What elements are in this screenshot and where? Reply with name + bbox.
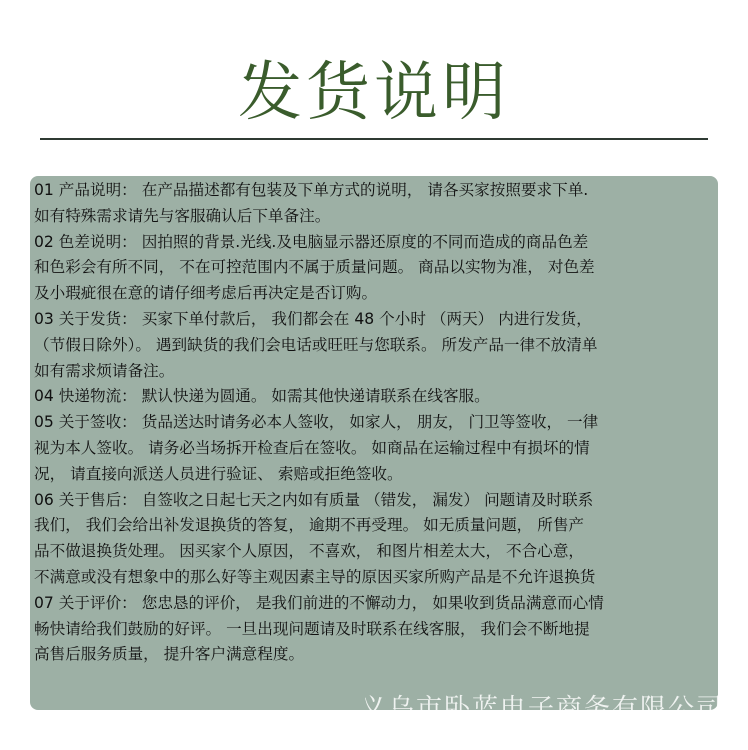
notice-line: 04 快递物流： 默认快递为圆通。 如需其他快递请联系在线客服。 [34,387,490,406]
notice-line: 07 关于评价： 您忠恳的评价， 是我们前进的不懈动力， 如果收到货品满意而心情 [34,593,604,612]
notice-line: 不满意或没有想象中的那么好等主观因素主导的原因买家所购产品是不允许退换货 [34,567,596,586]
notice-panel [30,176,718,710]
notice-line: 02 色差说明： 因拍照的背景.光线.及电脑显示器还原度的不同而造成的商品色差 [34,232,589,251]
notice-line: 06 关于售后： 自签收之日起七天之内如有质量 （错发， 漏发） 问题请及时联系 [34,490,594,509]
notice-line: 畅快请给我们鼓励的好评。 一旦出现问题请及时联系在线客服， 我们会不断地提 [34,619,590,638]
company-watermark: 义乌市卧蓝电子商务有限公司 [360,694,725,724]
notice-line: 03 关于发货： 买家下单付款后， 我们都会在 48 个小时 （两天） 内进行发货， [34,309,592,328]
page-title: 发货说明 [238,56,510,130]
title-divider [40,138,708,140]
notice-line: 01 产品说明： 在产品描述都有包装及下单方式的说明， 请各买家按照要求下单. [34,181,589,199]
notice-text [34,178,718,668]
notice-line: 我们， 我们会给出补发退换货的答复， 逾期不再受理。 如无质量问题， 所售产 [34,516,585,535]
notice-line: 高售后服务质量， 提升客户满意程度。 [34,645,305,664]
notice-line: 况， 请直接向派送人员进行验证、 索赔或拒绝签收。 [34,464,403,483]
notice-line: 及小瑕疵很在意的请仔细考虑后再决定是否订购。 [34,284,378,303]
notice-line: 品不做退换货处理。 因买家个人原因， 不喜欢， 和图片相差太大， 不合心意， [34,542,585,561]
notice-line: 如有特殊需求请先与客服确认后下单备注。 [34,206,331,225]
notice-line: 如有需求烦请备注。 [34,361,175,380]
notice-line: 和色彩会有所不同， 不在可控范围内不属于质量问题。 商品以实物为准， 对色差 [34,258,595,277]
notice-line: （节假日除外）。 遇到缺货的我们会电话或旺旺与您联系。 所发产品一律不放清单 [34,335,598,354]
notice-line: 视为本人签收。 请务必当场拆开检查后在签收。 如商品在运输过程中有损坏的情 [34,438,590,457]
notice-line: 05 关于签收： 货品送达时请务必本人签收， 如家人， 朋友， 门卫等签收， 一律 [34,413,599,432]
